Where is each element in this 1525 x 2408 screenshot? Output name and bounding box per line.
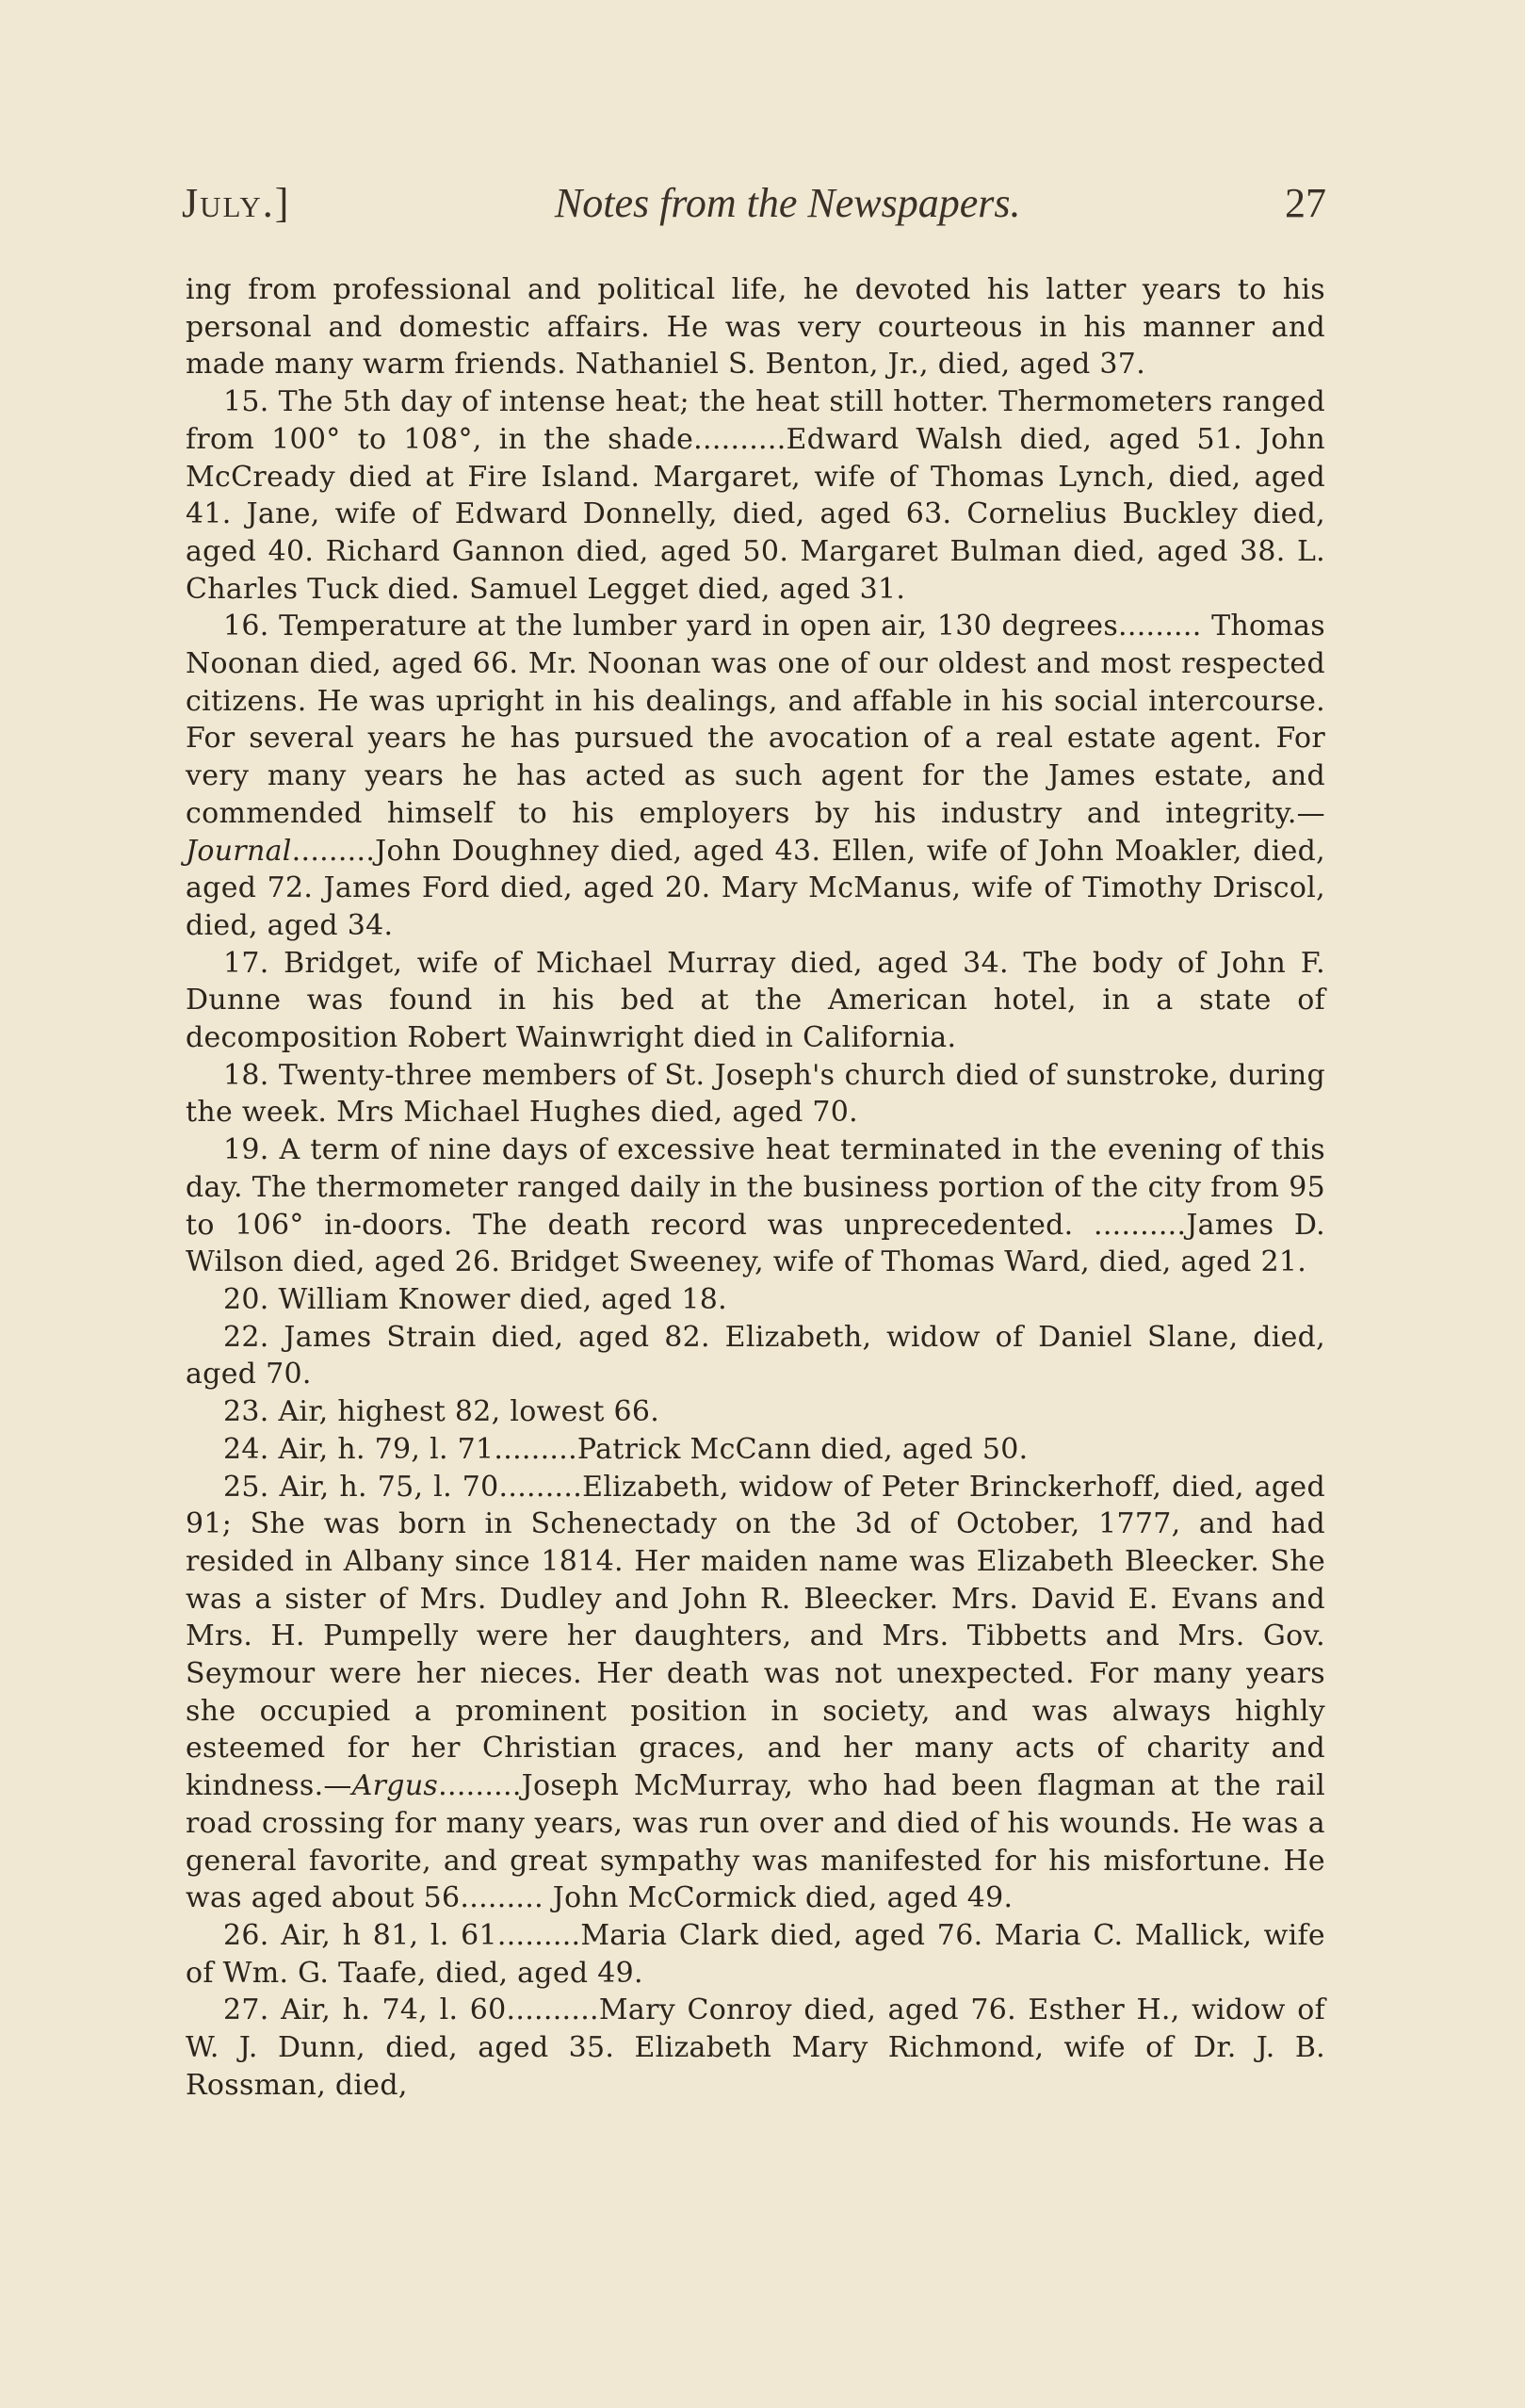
- paragraph-text: 15. The 5th day of intense heat; the heat still hotter. Thermometers ranged from 100° to 108°, in the shade..........Edward Walsh died, aged 51. John McCready died at Fire Island. Margaret, wife of Thomas Lynch, died, aged 41. Jane, wife of Edward Donnelly, died, aged 63. Cornelius Buckley died, aged 40. Richard Gannon died, aged 50. Margaret Bulman died, aged 38. L. Charles Tuck died. Samuel Legget died, aged 31.: [186, 385, 1325, 606]
- paragraph: [186, 1431, 1325, 1469]
- paragraph: [186, 1131, 1325, 1281]
- header-month: July.]: [182, 180, 291, 226]
- paragraph-text: .........John Doughney died, aged 43. Ellen, wife of John Moakler, died, aged 72. James Ford died, aged 20. Mary McManus, wife of Timothy Driscol, died, aged 34.: [186, 834, 1325, 942]
- paragraph-text: 16. Temperature at the lumber yard in open air, 130 degrees......... Thomas Noonan died, aged 66. Mr. Noonan was one of our oldest and most respected citizens. He was upright in his dealings, and affable in his social intercourse. For several years he has pursued the avocation of a real estate agent. For very many years he has acted as such agent for the James estate, and commended himself to his employers by his industry and integrity.—: [186, 610, 1325, 830]
- source-citation: Journal: [186, 834, 292, 868]
- header-title: Notes from the Newspapers.: [554, 180, 1021, 226]
- paragraph-text: 27. Air, h. 74, l. 60..........Mary Conroy died, aged 76. Esther H., widow of W. J. Dunn, died, aged 35. Elizabeth Mary Richmond, wife of Dr. J. B. Rossman, died,: [186, 1993, 1325, 2102]
- body-text: [186, 271, 1325, 2104]
- paragraph: [186, 945, 1325, 1057]
- paragraph: [186, 1319, 1325, 1393]
- page-number: 27: [1284, 180, 1326, 226]
- paragraph: [186, 1917, 1325, 1992]
- paragraph-text: .........Joseph McMurray, who had been flagman at the rail road crossing for many years, was run over and died of his wounds. He was a general favorite, and great sympathy was manifested for his misfortune. He was aged about 56......... John McCormick died, aged 49.: [186, 1769, 1325, 1915]
- paragraph-text: 24. Air, h. 79, l. 71.........Patrick McCann died, aged 50.: [223, 1432, 1029, 1466]
- paragraph-text: 18. Twenty-three members of St. Joseph's church died of sunstroke, during the week. Mrs Michael Hughes died, aged 70.: [186, 1058, 1325, 1130]
- paragraph: [186, 1393, 1325, 1431]
- paragraph: [186, 271, 1325, 383]
- paragraph-text: 26. Air, h 81, l. 61.........Maria Clark died, aged 76. Maria C. Mallick, wife of Wm. G. Taafe, died, aged 49.: [186, 1918, 1325, 1990]
- paragraph-text: 22. James Strain died, aged 82. Elizabeth, widow of Daniel Slane, died, aged 70.: [186, 1320, 1325, 1391]
- paragraph: [186, 1469, 1325, 1917]
- paragraph-text: 23. Air, highest 82, lowest 66.: [223, 1395, 660, 1429]
- source-citation: Argus: [351, 1769, 439, 1803]
- running-header: [182, 179, 1326, 245]
- paragraph-text: 25. Air, h. 75, l. 70.........Elizabeth, widow of Peter Brinckerhoff, died, aged 91; She was born in Schenectady on the 3d of October, 1777, and had resided in Albany since 1814. Her maiden name was Elizabeth Bleecker. She was a sister of Mrs. Dudley and John R. Bleecker. Mrs. David E. Evans and Mrs. H. Pumpelly were her daughters, and Mrs. Tibbetts and Mrs. Gov. Seymour were her nieces. Her death was not unexpected. For many years she occupied a prominent position in society, and was always highly esteemed for her Christian graces, and her many acts of charity and kindness.—: [186, 1470, 1325, 1803]
- paragraph: [186, 1992, 1325, 2104]
- paragraph-text: ing from professional and political life, he devoted his latter years to his personal and domestic affairs. He was very courteous in his manner and made many warm friends. Nathaniel S. Benton, Jr., died, aged 37.: [186, 273, 1325, 382]
- paragraph: [186, 383, 1325, 608]
- paragraph: [186, 1281, 1325, 1319]
- paragraph: [186, 1057, 1325, 1131]
- paragraph-text: 19. A term of nine days of excessive heat terminated in the evening of this day. The thermometer ranged daily in the business portion of the city from 95 to 106° in-doors. The death record was unprecedented. ..........James D. Wilson died, aged 26. Bridget Sweeney, wife of Thomas Ward, died, aged 21.: [186, 1133, 1325, 1279]
- paragraph-text: 17. Bridget, wife of Michael Murray died, aged 34. The body of John F. Dunne was found in his bed at the American hotel, in a state of decomposition Robert Wainwright died in California.: [186, 946, 1325, 1055]
- paragraph-text: 20. William Knower died, aged 18.: [223, 1282, 727, 1316]
- paragraph: [186, 608, 1325, 944]
